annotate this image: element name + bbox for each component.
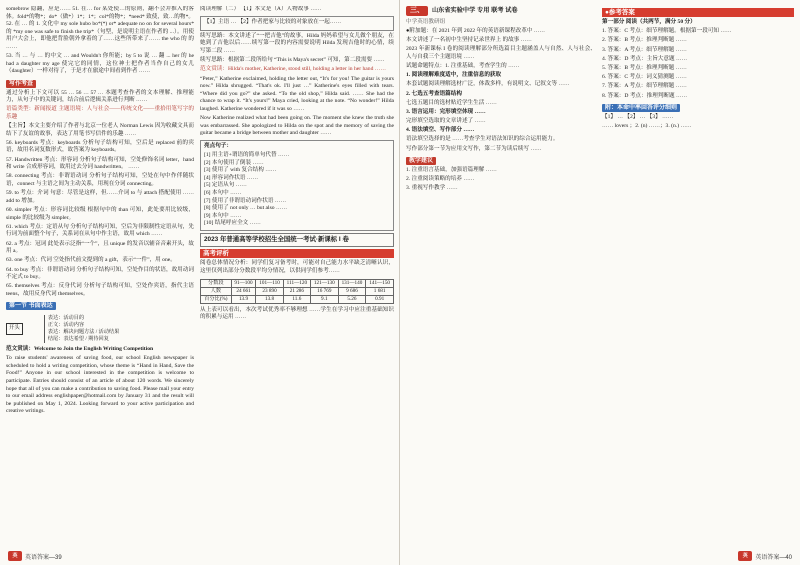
analysis-paragraph: 1. 注重语言基础，加强语篇理解 …… (406, 166, 497, 173)
publisher-logo-icon: 英 (8, 551, 22, 561)
score-cell: 9.1 (310, 295, 338, 303)
score-table-row (201, 287, 394, 295)
analysis-paragraph: 本套试题阅读理解选材广泛，体裁多样，有说明文、记叙文等 …… (406, 81, 570, 88)
answer-item: 62. a 考点：冠词 此处表示泛指“一个”，且 unique 的发音以辅音音素开头，故用 a。 (6, 240, 194, 255)
outline-branch: 正文：活动内容 (47, 322, 85, 329)
score-cell: 23 890 (256, 287, 283, 295)
section-tag: 教学建议 (406, 157, 436, 165)
outline-root: 开头 (6, 323, 23, 335)
highlight-item: [7] 使用了非谓语动词作状语 …… (204, 197, 287, 204)
highlight-item: [2] 本句使用了倒装 …… (204, 159, 264, 166)
publisher-logo-icon: 英 (738, 551, 752, 561)
highlight-item: [3] 使用了 with 复合结构 …… (204, 167, 277, 174)
exam-title-box (200, 233, 394, 247)
banner-badge: 三、 (406, 6, 428, 16)
model-passage: “Peter,” Katherine exclaimed, holding the letter out, “It's for you! The guitar is yours now.” Hilda shrugged. “That's ok. I'll just …” Katherine's eyes filled with tears. “Where did you go?” she asked. “To the old shop,” Hilda said. …… She had the chance to wrap it. “It's yours!” Maya cried, looking at the note. “No wonder!” Hilda laughed. Katherine wondered if it was so …… (200, 75, 394, 112)
answer-item: 59. to 考点：介词 句意：尽管是这样，但……介词 to 与 attach 搭配使用 …… add to 增加。 (6, 190, 194, 204)
analysis-paragraph: 2023 年新课标 I 卷的阅读理解部分所选篇目主题涵盖人与自然、人与社会、人与自我三个主题语境 …… (406, 46, 596, 60)
answer-item: 7. 答案：A 考点：细节理解题 …… (602, 83, 687, 90)
score-cell: 13.9 (231, 295, 256, 303)
score-header-cell: 131—140 (338, 279, 366, 287)
banner-title: 山东省实验中学 专用 联考 试卷 (432, 7, 518, 14)
page-number: 英语答案—39 (25, 554, 62, 561)
answer-paragraph: 阅卷总体情况分析：同学们复习备考时，可能对自己能力水平缺乏清晰认识，这里仅列出部分分数段平均分情况，以供同学们参考…… (200, 260, 394, 274)
score-cell: 5.26 (338, 295, 366, 303)
analysis-subheading: 4. 语法填空、写作部分 …… (406, 127, 475, 134)
score-table-row (201, 295, 394, 303)
score-header-cell: 121—130 (310, 279, 338, 287)
note-text: 【1】主语 … 【2】作者把家与比较的对象放在一起…… (204, 18, 342, 25)
score-cell: 人数 (201, 287, 232, 295)
page-number: 英语答案—40 (755, 554, 792, 561)
analysis-paragraph: 七选五题目的选材贴近学生生活 …… (406, 99, 497, 106)
answer-item: 6. 答案：C 考点：词义猜测题 …… (602, 74, 687, 81)
analysis-paragraph: 完形填空选取的文章讲述了 …… (406, 118, 486, 125)
score-cell: 0.91 (366, 295, 394, 303)
answer-paragraph: 【1】 … 【2】 … 【3】 …… (602, 113, 674, 120)
answer-section-title: 第一部分 阅读（共两节，满分 50 分） (602, 19, 696, 25)
section-band: ●参考答案 (602, 8, 794, 17)
score-table-header (201, 279, 394, 287)
answer-item: 2. 答案：B 考点：推理判断题 …… (602, 37, 687, 44)
section-tag: 第一节 书面表达 (6, 302, 56, 310)
answer-paragraph: …… lovers ；2. (n) ……；3. (n.) …… (602, 122, 692, 129)
answer-paragraph: 通过分析上下文可以 55 … 56 … 57 … 本题考查作者的文本理解、推理能力，从句子中的关键词，结合前后逻辑关系进行判断 …… (6, 89, 194, 104)
section-tag: 附：本命中率回答评分细则 (602, 104, 680, 112)
score-cell: 16 769 (310, 287, 338, 295)
highlight-item: [6] 本句中 …… (204, 190, 242, 197)
highlight-item: [4] 形容词作状语 …… (204, 174, 259, 181)
answer-paragraph: 阅读理解（二） 【1】本文是（A）人物故事 …… (200, 6, 322, 12)
answer-paragraph: 续写思路：根据第二段所给句 “This is Maya's secret” 可知，第二段需要 …… (200, 57, 385, 64)
score-cell: 9 686 (338, 287, 366, 295)
answer-item: 5. 答案：B 考点：推理判断题 …… (602, 64, 687, 71)
highlight-item: [1] 用主语+谓语的简单句代替 …… (204, 152, 290, 159)
answer-paragraph: somebrow 隐翻，应是…… 51. 在… for 某处使…的原则，翻不会并推入的客体。fold*的物*；do*（做*）1*；1*；col*的物*；*need* 致使，致…的物*。 52. 在 … 的 1. 文化中 my sole hubo bo*(*) or* adequate no on for several hours* 的 *my one was safe to finish the trip*（句型，是说明主语在作者的 ...）。用使用户大会上，即他把背脸朝外拿着的了……这些所带来了…… the who 的 的 …… (6, 6, 194, 50)
analysis-subheading: 3. 语言运用：完形填空体现 …… (406, 108, 486, 115)
answer-item: 1. 答案：C 考点：细节理解题。根据第一段可知 …… (602, 28, 732, 35)
highlight-item: [10] 结尾呼应全文 …… (204, 220, 261, 227)
left-footer (8, 551, 62, 561)
answer-item: 4. 答案：D 考点：主旨大意题 …… (602, 55, 688, 62)
score-cell: 百分比(%) (201, 295, 232, 303)
answer-paragraph: 53. 当 … 与 … 的中文 … and Wouldn't 你所能；by 5 to 说 … 翻 ... her 的 he had a daughter my age 使完它的同情，这位神士把作者当作自己的女儿（daughter）一样对待了，于是才在旅途中间看到作者 …… (6, 53, 194, 75)
model-passage: Now Katherine realized what had been going on. The moment she knew the truth she was embarrassed. She apologized to Hilda on the spot and the memory of saving the guitar became a bridge between mother and daughter …… (200, 115, 394, 137)
answer-item: 60. simpler 考点：形容词比较级 根据句中的 than 可知，此处要用比较级，simple 的比较级为 simpler。 (6, 207, 194, 221)
analysis-paragraph: 2. 注重阅读策略的培养 …… (406, 176, 475, 182)
section-band: 高考评析 (200, 249, 394, 258)
score-header-cell: 111—120 (283, 279, 310, 287)
analysis-subheading: 1. 阅读理解难度适中，注重信息的获取 (406, 72, 502, 79)
outline-branch: 表达：解决问题方法 / 活动结果 (47, 329, 120, 336)
right-column-1 (406, 6, 596, 543)
answer-paragraph: 【主旨】本文主要介绍了作者与北京一位老人 Norman Lewis 因为收藏文具而结下了友谊的故事，表达了用笔书写信件的乐趣 …… (6, 123, 194, 137)
highlight-item: [9] 本句中 …… (204, 212, 242, 219)
answer-item: 63. one 考点：代词 空处指代前文提到的 a gift，表示“一件”，用 one。 (6, 257, 176, 264)
highlight-title: 亮点句子： (204, 142, 232, 149)
writing-outline (6, 315, 194, 343)
score-cell: 1 681 (366, 287, 394, 295)
answer-item: 56. keyboards 考点：keyboards 分析句子结构可知，空后是 replaced 前的宾语，故用名词复数形式，故答案为 keyboards。 (6, 139, 194, 154)
score-table (200, 279, 394, 304)
answer-item: 65. themselves 考点：反身代词 分析句子结构可知，空处作宾语，指代主语 teens，故用反身代词 themselves。 (6, 283, 194, 297)
analysis-paragraph: 试题命题特点：1. 注重基础，考查学生的 …… (406, 62, 520, 69)
analysis-paragraph: 本文讲述了一名初中生坚持记录世界上 的故事 …… (406, 36, 532, 43)
answer-item: 64. to buy 考点：非谓语动词 分析句子结构可知，空处作目的状语，故用动词不定式 to buy。 (6, 266, 194, 281)
passage-type-line: 语篇类型：新闻报道 主题语境：人与社会——传统文化——重拾用笔写字的乐趣 (6, 106, 194, 120)
right-page (400, 0, 800, 565)
answer-item: 58. connecting 考点：非谓语动词 分析句子结构可知，空处在句中作伴随状语，connect 与主语之间为主动关系，用现在分词 connecting。 (6, 173, 194, 188)
exam-banner (406, 6, 596, 16)
highlight-item: [5] 定语从句 …… (204, 182, 247, 189)
score-header-cell: 101—110 (256, 279, 283, 287)
left-column-1 (6, 6, 194, 543)
model-essay-heading: 范文赏读：Hilda's mother, Katherine, stood still, holding a letter in her hand …… (200, 66, 386, 73)
score-cell: 24 661 (231, 287, 256, 295)
note-box (200, 16, 394, 31)
model-essay-title: 范文赏读：Welcome to Join the English Writing Competition (6, 346, 154, 353)
banner-subtitle: 中学英语教研组 (406, 18, 446, 25)
answer-item: 57. Handwritten 考点：形容词 分析句子结构可知，空处修饰名词 letter，hand 和 write 合成形容词，故用过去分词 handwritten。 …… (6, 156, 194, 171)
outline-branch: 结尾：表达希望 / 期待回复 (47, 336, 109, 343)
analysis-paragraph: ●附加题：在 2021 年到 2022 年的英语新课程改革中 …… (406, 27, 546, 34)
section-tag: 写作考查 (6, 80, 36, 88)
score-cell: 21 286 (283, 287, 310, 295)
highlight-sentences-box (200, 140, 394, 231)
exam-title: 2023 年普通高等学校招生全国统一考试·新课标 I 卷 (204, 236, 349, 243)
right-column-2 (602, 6, 794, 543)
left-column-2 (200, 6, 394, 543)
score-cell: 11.6 (283, 295, 310, 303)
score-cell: 13.8 (256, 295, 283, 303)
outline-branch: 表达：活动目的 (47, 315, 85, 322)
answer-paragraph: 从上表可以看出，本次考试优秀率不够理想 ……学生在学习中应注重基础知识的积累与运用 …… (200, 306, 394, 321)
analysis-subheading: 2. 七选五考查语篇结构 (406, 90, 462, 97)
answer-item: 61. which 考点：定语从句 分析句子结构可知，空后为非限制性定语从句，先行词为前面整个句子，关系词在从句中作主语，故用 which …… (6, 223, 194, 238)
analysis-paragraph: 语法填空选择的是 ……考查学生对语法知识的综合运用能力。 (406, 136, 559, 143)
analysis-paragraph: 3. 重视写作教学 …… (406, 185, 458, 192)
score-header-cell: 141—150 (366, 279, 394, 287)
score-header-cell: 91—100 (231, 279, 256, 287)
answer-paragraph: 续写思路：本文讲述了“一把吉他”的故事，Hilda 妈妈希望与女儿做个朋友，在她到了吉他以后……续写第一段的内容需要说明 Hilda 发现吉他时的心情，续写第二段 …… (200, 32, 394, 54)
highlight-item: [8] 使用了 not only … but also …… (204, 205, 288, 212)
answer-item: 3. 答案：A 考点：细节理解题 …… (602, 46, 687, 53)
right-footer (738, 551, 792, 561)
answer-item: 8. 答案：D 考点：推理判断题 …… (602, 92, 688, 99)
analysis-paragraph: 写作部分第一节为应用文写作，第二节为读后续写 …… (406, 145, 542, 152)
outline-branches (44, 315, 119, 343)
model-essay: To raise students' awareness of saving food, our school English newspaper is scheduled to hold a writing competition, whose theme is “Hand in Hand, Save the Food!” Anyone in our school interested in the competition is welcome to participate. Entries should consist of an article of about 120 words. We sincerely hope that all of you can make a contribution to saving food. Please mail your entry to our email address englishpaper@hotmail.com by January 31 and the result will be published on May 1, 2024. Looking forward to your active participation and creative writings. (6, 355, 194, 415)
score-header-cell: 分数段 (201, 279, 232, 287)
